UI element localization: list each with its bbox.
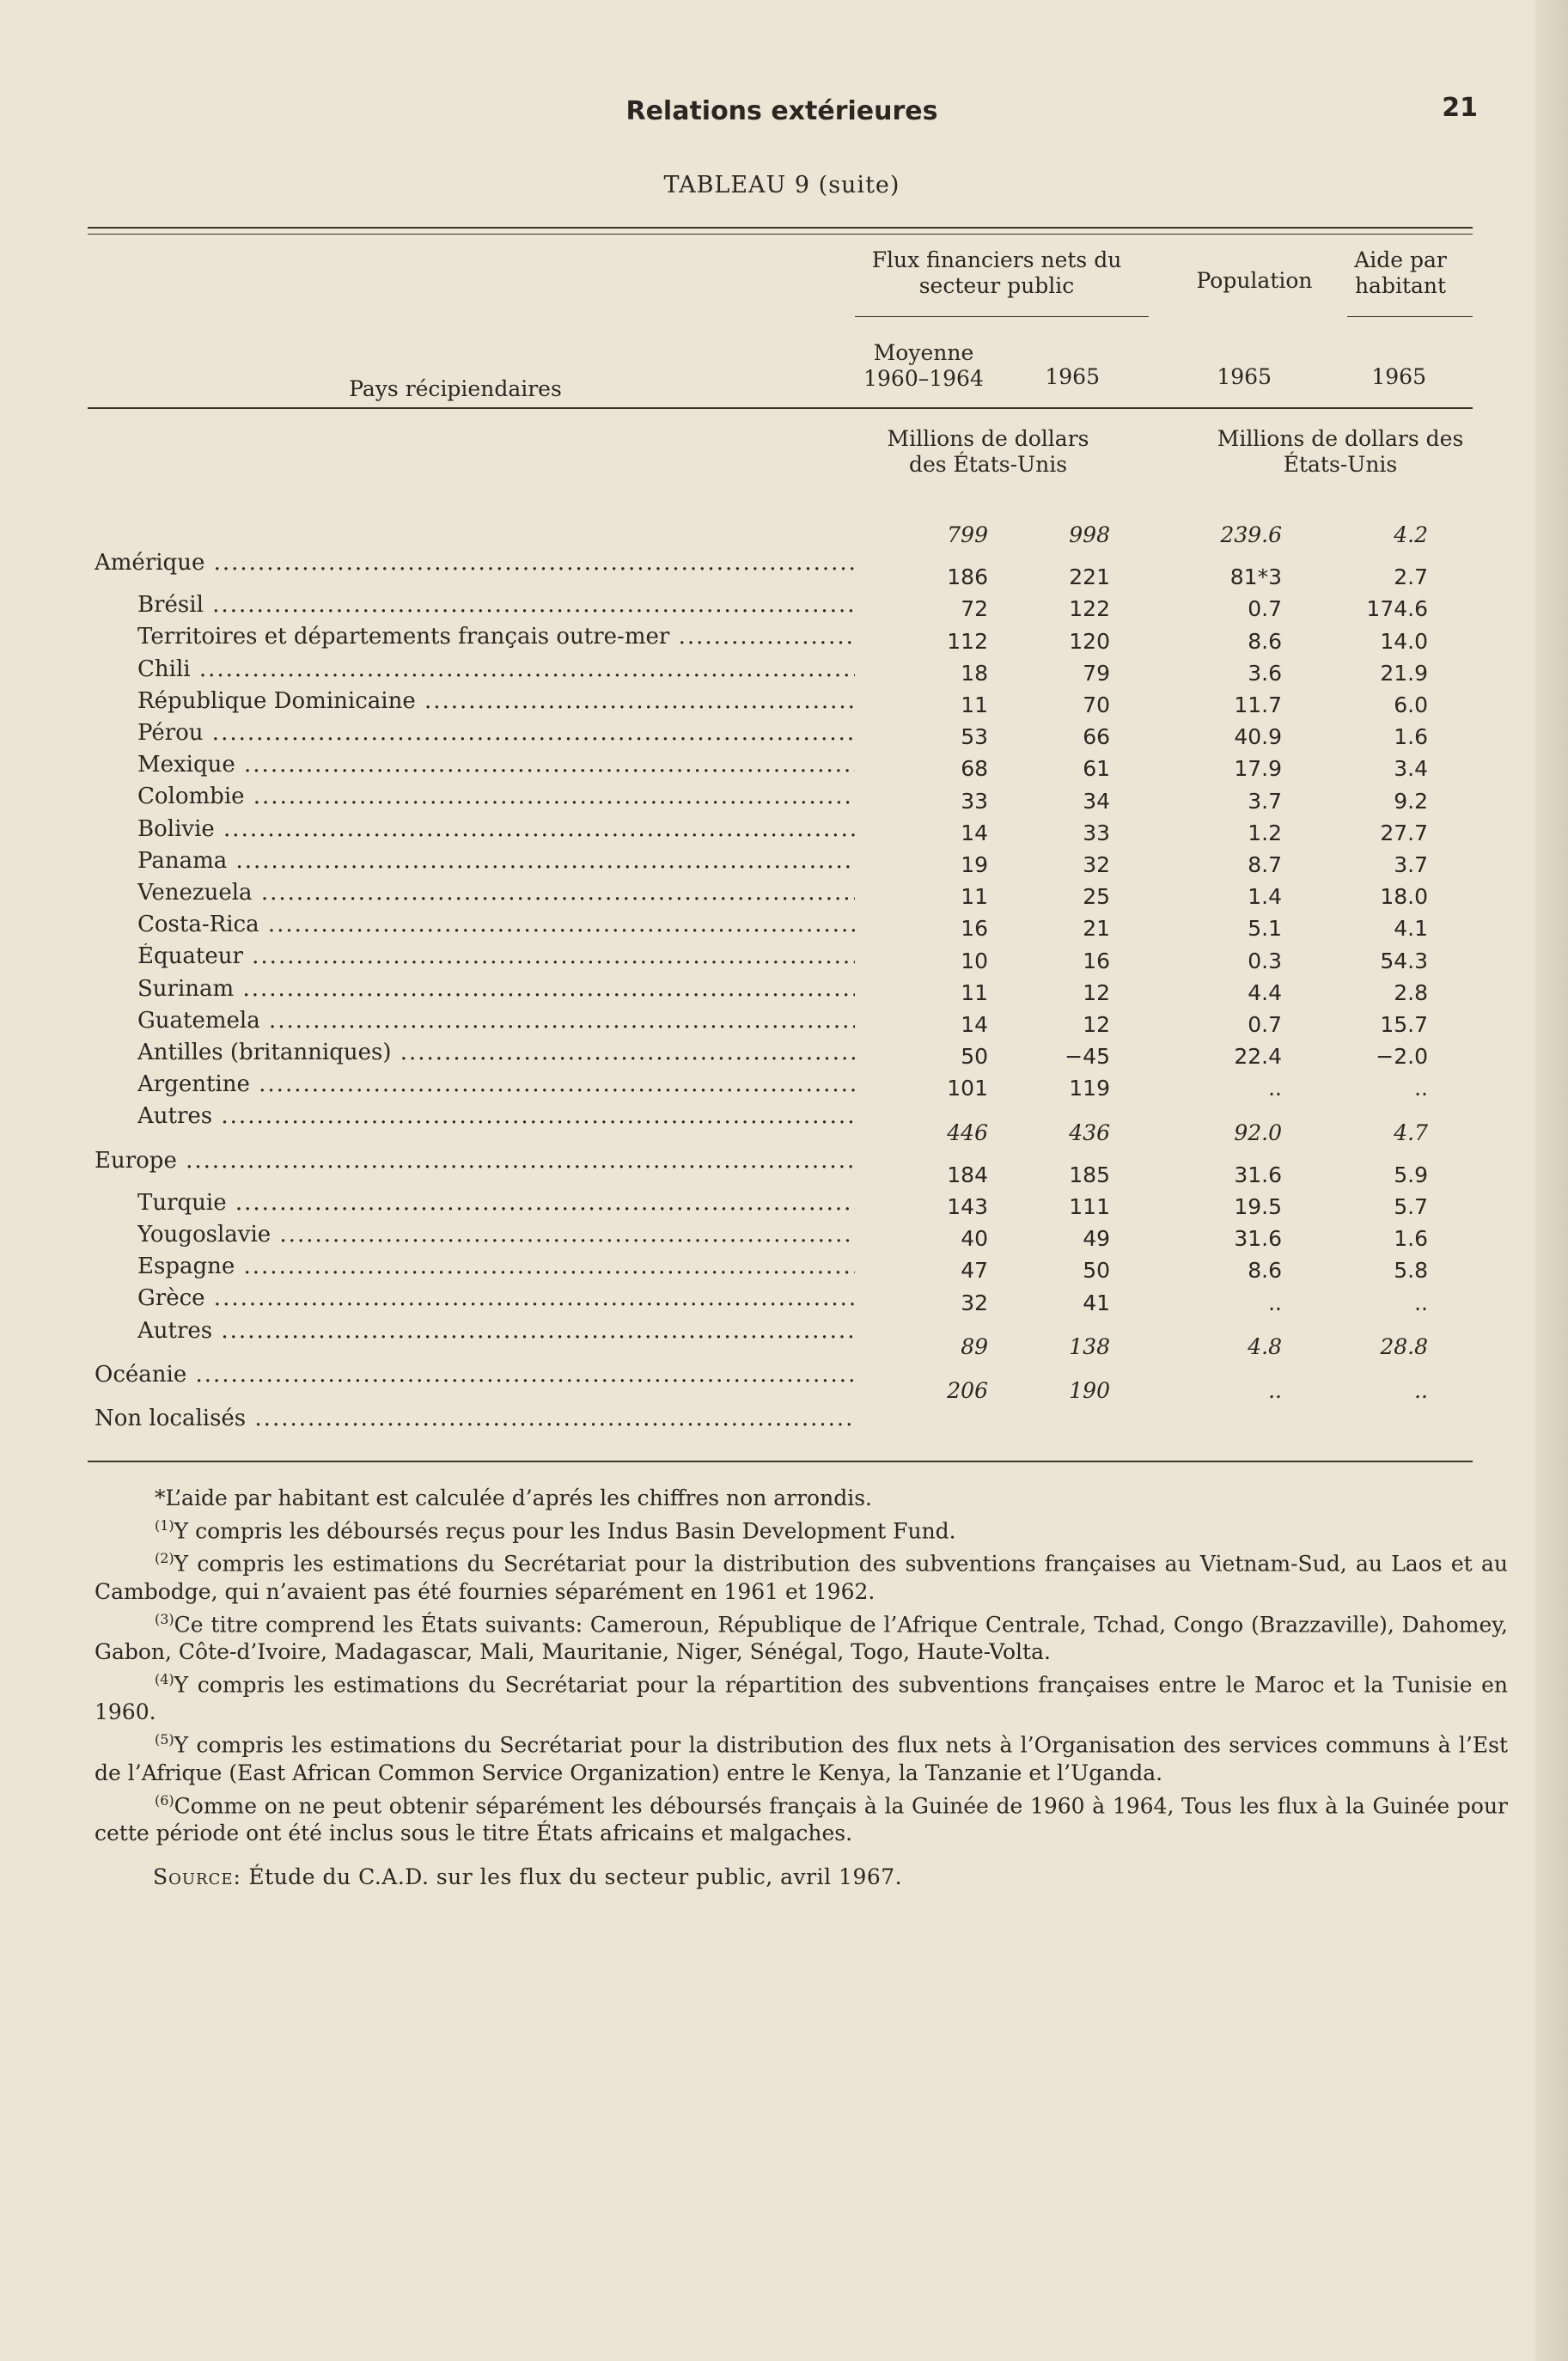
cell-flux-1965: 41	[1083, 1290, 1110, 1315]
cell-population: 22.4	[1234, 1044, 1282, 1070]
header-1965-population: 1965	[1217, 364, 1272, 389]
cell-moyenne: 186	[947, 564, 988, 590]
row-label: Guatemela .....	[137, 1008, 855, 1034]
row-label: Panama .....	[137, 848, 855, 874]
cell-aide: 15.7	[1380, 1012, 1428, 1037]
footnote-1: $^{(1)}$Y compris les déboursés reçus pour les Indus Basin Development Fund.	[155, 1517, 956, 1544]
cell-aide: 1.6	[1394, 724, 1428, 750]
row-label: République Dominicaine .....	[137, 688, 855, 714]
rule-under-flux	[855, 316, 1149, 317]
row-label: Surinam .....	[137, 976, 855, 1002]
header-population: Population	[1196, 268, 1313, 293]
cell-aide: 4.1	[1394, 916, 1428, 942]
footnote-5: $^{(5)}$Y compris les estimations du Secrétariat pour la distribution des flux nets à l’Organisation des services communs à l’Est de l’Afrique (East African Common Service Organization) entre le Kenya, la Tanzanie et l’Uganda.	[95, 1731, 1508, 1785]
cell-flux-1965: 21	[1083, 916, 1110, 942]
cell-aide: 54.3	[1380, 948, 1428, 973]
row-label: Turquie .....	[137, 1190, 855, 1216]
row-label: Antilles (britanniques) .....	[137, 1040, 855, 1065]
cell-population: 0.7	[1248, 1012, 1282, 1037]
cell-moyenne: 16	[961, 916, 988, 942]
row-label: Océanie .....	[95, 1362, 855, 1388]
cell-moyenne: 14	[961, 1012, 988, 1037]
row-label: Pérou .....	[137, 720, 855, 746]
cell-population: 17.9	[1234, 756, 1282, 782]
row-label: Venezuela .....	[137, 880, 855, 906]
row-label: Territoires et départements français outre-mer .....	[137, 624, 855, 650]
cell-population: 8.6	[1248, 628, 1282, 654]
cell-moyenne: 19	[961, 852, 988, 877]
cell-population: 19.5	[1234, 1194, 1282, 1219]
cell-aide: ..	[1414, 1076, 1428, 1101]
cell-moyenne: 50	[961, 1044, 988, 1070]
row-label: Argentine .....	[137, 1071, 855, 1097]
row-label: Amérique .....	[95, 550, 855, 576]
cell-flux-1965: 61	[1083, 756, 1110, 782]
cell-moyenne: 799	[947, 522, 988, 547]
cell-moyenne: 89	[961, 1333, 988, 1359]
cell-moyenne: 33	[961, 788, 988, 814]
cell-population: 4.8	[1248, 1333, 1282, 1359]
cell-flux-1965: 185	[1069, 1162, 1110, 1187]
row-label: Autres .....	[137, 1318, 855, 1344]
cell-moyenne: 32	[961, 1290, 988, 1315]
cell-population: 1.2	[1248, 820, 1282, 845]
cell-population: 3.6	[1248, 660, 1282, 686]
row-label: Costa-Rica .....	[137, 912, 855, 937]
cell-population: 239.6	[1220, 522, 1282, 547]
cell-flux-1965: 66	[1083, 724, 1110, 750]
cell-aide: 1.6	[1394, 1226, 1428, 1252]
row-label: Non localisés .....	[95, 1406, 855, 1431]
page-number: 21	[1442, 93, 1478, 123]
cell-population: ..	[1268, 1378, 1282, 1403]
header-1965-flux: 1965	[1045, 364, 1100, 389]
cell-aide: 6.0	[1394, 692, 1428, 717]
source-text: Étude du C.A.D. sur les flux du secteur public, avril 1967.	[248, 1864, 903, 1889]
footnote-2: $^{(2)}$Y compris les estimations du Secrétariat pour la distribution des subventions françaises au Vietnam-Sud, au Laos et au Cambodge, qui n’avaient pas été fournies séparément en 1961 et 1962.	[95, 1550, 1508, 1604]
cell-aide: 5.9	[1394, 1162, 1428, 1187]
cell-moyenne: 112	[947, 628, 988, 654]
cell-flux-1965: 138	[1069, 1333, 1110, 1359]
cell-population: 8.6	[1248, 1258, 1282, 1284]
cell-population: ..	[1268, 1290, 1282, 1315]
cell-population: ..	[1268, 1076, 1282, 1101]
cell-flux-1965: 12	[1083, 1012, 1110, 1037]
cell-aide: 2.8	[1394, 979, 1428, 1005]
cell-flux-1965: 33	[1083, 820, 1110, 845]
cell-aide: 18.0	[1380, 884, 1428, 910]
cell-moyenne: 206	[947, 1378, 988, 1403]
cell-flux-1965: −45	[1065, 1044, 1110, 1070]
header-pays: Pays récipiendaires	[349, 376, 562, 401]
header-flux: Flux financiers nets du secteur public	[871, 247, 1122, 298]
cell-population: 40.9	[1234, 724, 1282, 750]
cell-population: 3.7	[1248, 788, 1282, 814]
cell-aide: 9.2	[1394, 788, 1428, 814]
row-label: Grèce .....	[137, 1285, 855, 1311]
header-moyenne: Moyenne 1960–1964	[863, 340, 984, 391]
cell-flux-1965: 436	[1069, 1119, 1110, 1145]
cell-population: 5.1	[1248, 916, 1282, 942]
cell-aide: 5.8	[1394, 1258, 1428, 1284]
cell-flux-1965: 79	[1083, 660, 1110, 686]
cell-moyenne: 11	[961, 979, 988, 1005]
rule-under-aide	[1347, 316, 1473, 317]
unit-left: Millions de dollars des États-Unis	[887, 426, 1089, 477]
footnote-star: *L’aide par habitant est calculée d’aprés les chiffres non arrondis.	[155, 1486, 872, 1510]
cell-flux-1965: 50	[1083, 1258, 1110, 1284]
top-rule-inner	[88, 234, 1473, 235]
cell-flux-1965: 12	[1083, 979, 1110, 1005]
cell-moyenne: 47	[961, 1258, 988, 1284]
cell-aide: 174.6	[1366, 596, 1428, 622]
cell-flux-1965: 998	[1069, 522, 1110, 547]
cell-flux-1965: 122	[1069, 596, 1110, 622]
rule-under-headers	[88, 407, 1473, 409]
cell-flux-1965: 111	[1069, 1194, 1110, 1219]
cell-population: 92.0	[1234, 1119, 1282, 1145]
header-aide: Aide par habitant	[1354, 247, 1447, 298]
row-label: Mexique .....	[137, 752, 855, 778]
cell-moyenne: 446	[947, 1119, 988, 1145]
cell-flux-1965: 34	[1083, 788, 1110, 814]
cell-moyenne: 143	[947, 1194, 988, 1219]
footnotes	[95, 1485, 1508, 1847]
row-label: Bolivie .....	[137, 816, 855, 842]
row-label: Europe .....	[95, 1148, 855, 1174]
cell-population: 0.7	[1248, 596, 1282, 622]
cell-population: 31.6	[1234, 1226, 1282, 1252]
row-label: Chili .....	[137, 656, 855, 682]
cell-aide: 3.4	[1394, 756, 1428, 782]
cell-flux-1965: 25	[1083, 884, 1110, 910]
cell-aide: 21.9	[1380, 660, 1428, 686]
cell-population: 4.4	[1248, 979, 1282, 1005]
cell-moyenne: 184	[947, 1162, 988, 1187]
cell-moyenne: 72	[961, 596, 988, 622]
footnote-3: $^{(3)}$Ce titre comprend les États suivants: Cameroun, République de l’Afrique Centrale, Tchad, Congo (Brazzaville), Dahomey, Gabon, Côte-d’Ivoire, Madagascar, Mali, Mauritanie, Niger, Sénégal, Togo, Haute-Volta.	[95, 1610, 1508, 1664]
cell-moyenne: 11	[961, 692, 988, 717]
cell-population: 8.7	[1248, 852, 1282, 877]
page-gutter-shadow	[1535, 0, 1568, 2361]
header-1965-aide: 1965	[1371, 364, 1426, 389]
cell-flux-1965: 119	[1069, 1076, 1110, 1101]
cell-moyenne: 101	[947, 1076, 988, 1101]
source-label: Source:	[153, 1864, 241, 1889]
cell-aide: 4.2	[1394, 522, 1428, 547]
row-label: Espagne .....	[137, 1254, 855, 1279]
cell-aide: 4.7	[1394, 1119, 1428, 1145]
cell-moyenne: 11	[961, 884, 988, 910]
cell-population: 1.4	[1248, 884, 1282, 910]
cell-aide: 5.7	[1394, 1194, 1428, 1219]
cell-aide: 27.7	[1380, 820, 1428, 845]
cell-aide: 3.7	[1394, 852, 1428, 877]
cell-aide: ..	[1414, 1378, 1428, 1403]
cell-aide: ..	[1414, 1290, 1428, 1315]
cell-flux-1965: 70	[1083, 692, 1110, 717]
cell-moyenne: 10	[961, 948, 988, 973]
cell-moyenne: 40	[961, 1226, 988, 1252]
row-label: Équateur .....	[137, 943, 855, 969]
row-label: Autres .....	[137, 1103, 855, 1129]
cell-moyenne: 14	[961, 820, 988, 845]
footnote-6: $^{(6)}$Comme on ne peut obtenir séparément les déboursés français à la Guinée de 1960 à 1964, Tous les flux à la Guinée pour cette période ont été inclus sous le titre États africains et malgaches.	[95, 1791, 1508, 1845]
cell-moyenne: 68	[961, 756, 988, 782]
source-line	[153, 1864, 902, 1889]
cell-population: 81*3	[1229, 564, 1282, 590]
bottom-rule	[88, 1461, 1473, 1462]
cell-population: 11.7	[1234, 692, 1282, 717]
row-label: Colombie .....	[137, 784, 855, 809]
cell-flux-1965: 49	[1083, 1226, 1110, 1252]
cell-aide: 2.7	[1394, 564, 1428, 590]
table-title: TABLEAU 9 (suite)	[663, 172, 900, 198]
cell-flux-1965: 120	[1069, 628, 1110, 654]
cell-population: 31.6	[1234, 1162, 1282, 1187]
cell-flux-1965: 32	[1083, 852, 1110, 877]
cell-aide: 28.8	[1380, 1333, 1428, 1359]
cell-aide: −2.0	[1376, 1044, 1428, 1070]
top-rule	[88, 227, 1473, 229]
running-header: Relations extérieures	[625, 96, 938, 126]
cell-flux-1965: 221	[1069, 564, 1110, 590]
cell-population: 0.3	[1248, 948, 1282, 973]
row-label: Yougoslavie .....	[137, 1222, 855, 1248]
unit-right: Millions de dollars des États-Unis	[1217, 426, 1464, 477]
cell-flux-1965: 16	[1083, 948, 1110, 973]
cell-flux-1965: 190	[1069, 1378, 1110, 1403]
cell-aide: 14.0	[1380, 628, 1428, 654]
cell-moyenne: 18	[961, 660, 988, 686]
row-label: Brésil .....	[137, 592, 855, 618]
footnote-4: $^{(4)}$Y compris les estimations du Secrétariat pour la répartition des subventions françaises entre le Maroc et la Tunisie en 1960.	[95, 1670, 1508, 1725]
cell-moyenne: 53	[961, 724, 988, 750]
